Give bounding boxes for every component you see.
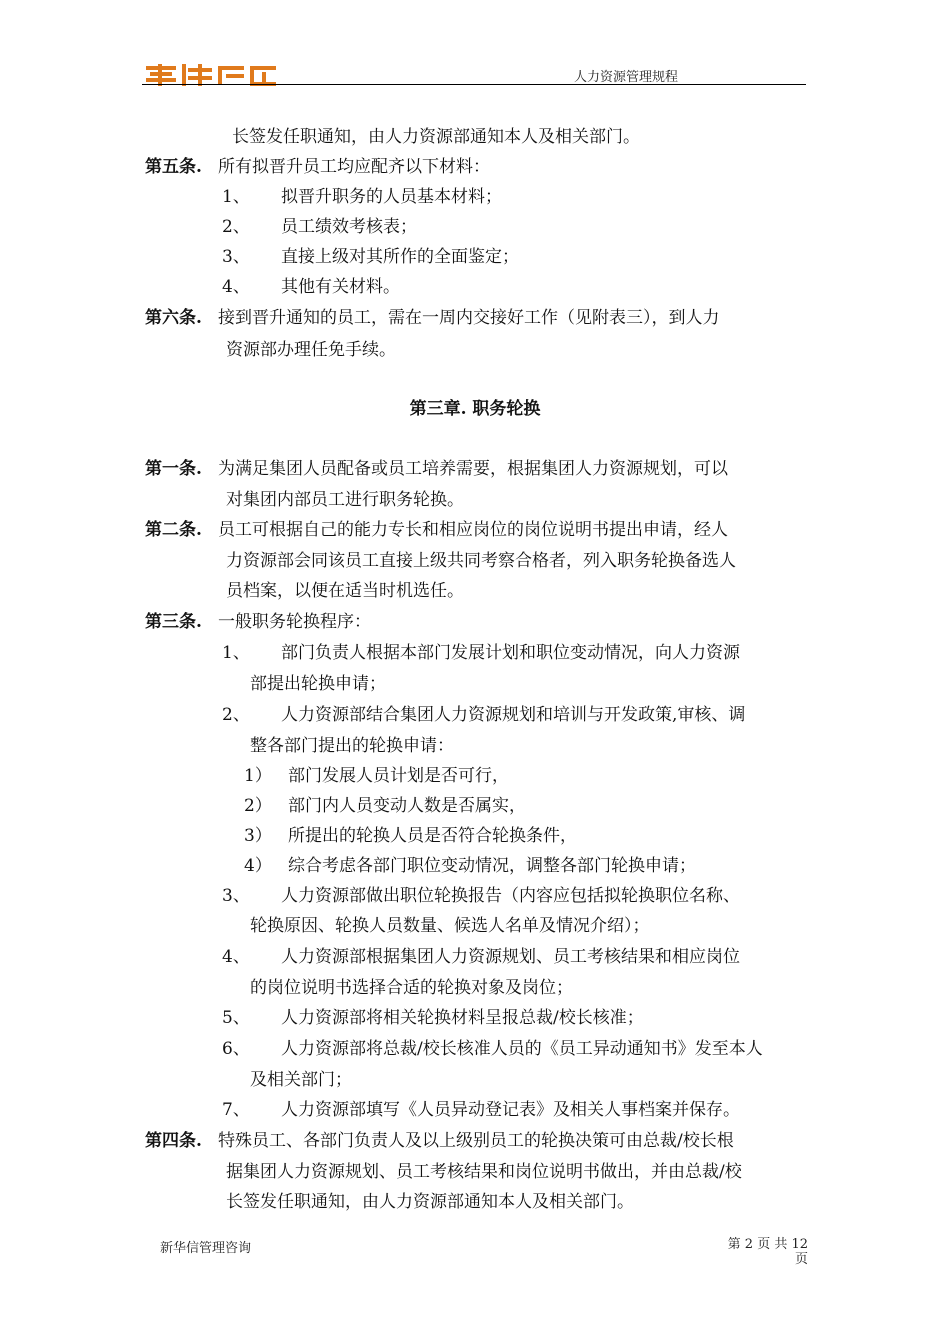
step-line: 及相关部门； bbox=[250, 1070, 352, 1090]
article-1-line-2: 对集团内部员工进行职务轮换。 bbox=[226, 490, 464, 510]
step-line: 人力资源部结合集团人力资源规划和培训与开发政策,审核、调 bbox=[281, 705, 746, 725]
sub-item: 部门发展人员计划是否可行， bbox=[288, 766, 509, 786]
article-1-line-1: 为满足集团人员配备或员工培养需要，根据集团人力资源规划，可以 bbox=[218, 459, 728, 479]
article-2-line-2: 力资源部会同该员工直接上级共同考察合格者，列入职务轮换备选人 bbox=[226, 551, 736, 571]
sub-item-number: 2） bbox=[244, 796, 272, 816]
sub-item: 综合考虑各部门职位变动情况，调整各部门轮换申请； bbox=[288, 856, 696, 876]
step-line: 轮换原因、轮换人员数量、候选人名单及情况介绍）； bbox=[250, 916, 650, 936]
step-number: 6、 bbox=[222, 1039, 250, 1059]
list-item-number: 3、 bbox=[222, 247, 250, 267]
list-item-number: 2、 bbox=[222, 217, 250, 237]
page-number bbox=[712, 1237, 808, 1267]
sub-item-number: 3） bbox=[244, 826, 272, 846]
article-2-line-3: 员档案，以便在适当时机选任。 bbox=[226, 581, 464, 601]
article-4-line-1: 特殊员工、各部门负责人及以上级别员工的轮换决策可由总裁/校长根 bbox=[218, 1131, 734, 1151]
header-divider bbox=[142, 84, 806, 85]
list-item-number: 4、 bbox=[222, 277, 250, 297]
list-item: 直接上级对其所作的全面鉴定； bbox=[281, 247, 519, 267]
article-2-line-1: 员工可根据自己的能力专长和相应岗位的岗位说明书提出申请，经人 bbox=[218, 520, 728, 540]
step-line: 人力资源部根据集团人力资源规划、员工考核结果和相应岗位 bbox=[281, 947, 740, 967]
chapter-title: 第三章. 职务轮换 bbox=[409, 399, 541, 419]
article-5-text: 所有拟晋升员工均应配齐以下材料： bbox=[218, 157, 490, 177]
list-item: 员工绩效考核表； bbox=[281, 217, 417, 237]
article-6-line-2: 资源部办理任免手续。 bbox=[226, 340, 396, 360]
article-6-line-1: 接到晋升通知的员工，需在一周内交接好工作（见附表三），到人力 bbox=[218, 308, 720, 328]
article-2-label: 第二条. bbox=[145, 520, 202, 540]
step-line: 的岗位说明书选择合适的轮换对象及岗位； bbox=[250, 978, 573, 998]
footer-company: 新华信管理咨询 bbox=[160, 1241, 252, 1256]
step-number: 5、 bbox=[222, 1008, 250, 1028]
step-line: 人力资源部填写《人员异动登记表》及相关人事档案并保存。 bbox=[281, 1100, 740, 1120]
article-4-line-3: 长签发任职通知，由人力资源部通知本人及相关部门。 bbox=[226, 1192, 634, 1212]
step-number: 1、 bbox=[222, 643, 250, 663]
list-item: 其他有关材料。 bbox=[281, 277, 400, 297]
article-6-label: 第六条. bbox=[145, 308, 202, 328]
sub-item-number: 4） bbox=[244, 856, 272, 876]
step-line: 人力资源部做出职位轮换报告（内容应包括拟轮换职位名称、 bbox=[281, 886, 740, 906]
list-item: 拟晋升职务的人员基本材料； bbox=[281, 187, 502, 207]
step-number: 4、 bbox=[222, 947, 250, 967]
article-3-text: 一般职务轮换程序： bbox=[218, 612, 371, 632]
step-number: 2、 bbox=[222, 705, 250, 725]
step-number: 3、 bbox=[222, 886, 250, 906]
step-line: 人力资源部将总裁/校长核准人员的《员工异动通知书》发至本人 bbox=[281, 1039, 763, 1059]
list-item-number: 1、 bbox=[222, 187, 250, 207]
step-line: 整各部门提出的轮换申请： bbox=[250, 736, 454, 756]
sub-item-number: 1） bbox=[244, 766, 272, 786]
step-number: 7、 bbox=[222, 1100, 250, 1120]
sub-item: 部门内人员变动人数是否属实， bbox=[288, 796, 526, 816]
step-line: 部门负责人根据本部门发展计划和职位变动情况，向人力资源 bbox=[281, 643, 740, 663]
sub-item: 所提出的轮换人员是否符合轮换条件， bbox=[288, 826, 577, 846]
step-line: 部提出轮换申请； bbox=[250, 674, 386, 694]
continued-line: 长签发任职通知，由人力资源部通知本人及相关部门。 bbox=[232, 127, 640, 147]
step-line: 人力资源部将相关轮换材料呈报总裁/校长核准； bbox=[281, 1008, 644, 1028]
header-title: 人力资源管理规程 bbox=[574, 70, 679, 85]
article-4-label: 第四条. bbox=[145, 1131, 202, 1151]
article-5-label: 第五条. bbox=[145, 157, 202, 177]
page-number-line-1: 第 2 页 共 12 bbox=[727, 1237, 808, 1252]
article-1-label: 第一条. bbox=[145, 459, 202, 479]
page-number-line-2: 页 bbox=[794, 1252, 808, 1267]
article-4-line-2: 据集团人力资源规划、员工考核结果和岗位说明书做出，并由总裁/校 bbox=[226, 1162, 742, 1182]
article-3-label: 第三条. bbox=[145, 612, 202, 632]
